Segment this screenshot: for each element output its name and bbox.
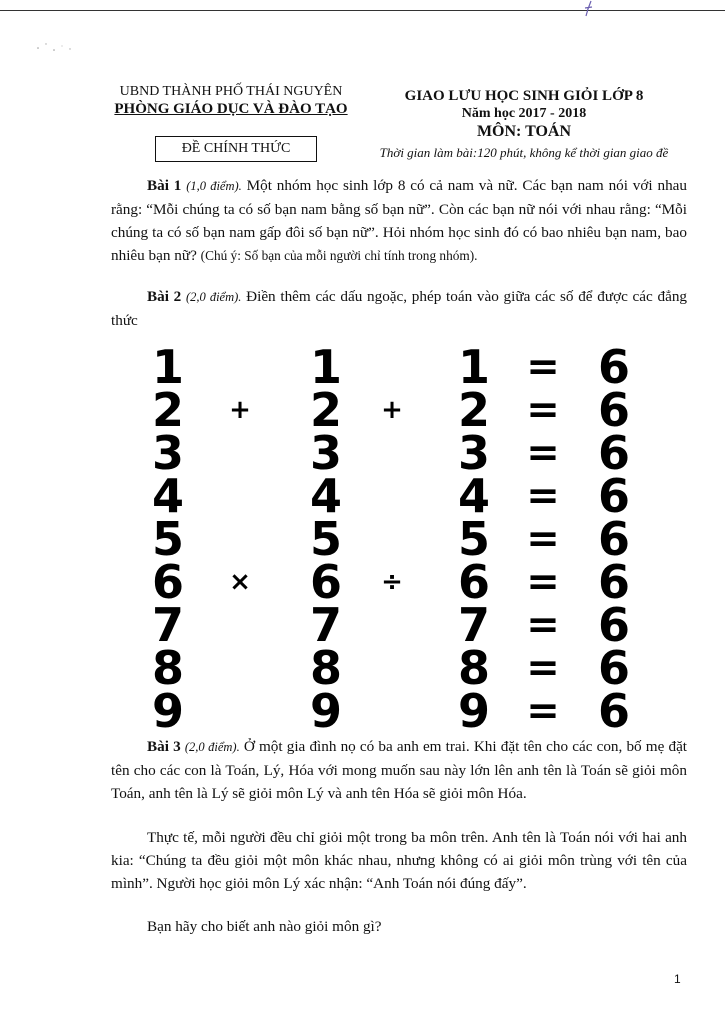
equals-sign: = [526, 688, 560, 730]
digit-c: 3 [457, 426, 491, 480]
digit-c: 7 [457, 598, 491, 652]
digit-b: 4 [309, 469, 343, 523]
digit-b: 9 [309, 684, 343, 730]
digit-b: 6 [309, 555, 343, 609]
result-6: 6 [597, 512, 631, 566]
operator-2: + [381, 395, 403, 425]
result-6: 6 [597, 383, 631, 437]
subject-title: MÔN: TOÁN [476, 123, 572, 140]
digit-a: 1 [151, 340, 185, 394]
equation-row-6 [152, 555, 630, 609]
operator-1: × [229, 567, 251, 597]
school-year: Năm học 2017 - 2018 [461, 106, 587, 121]
digit-c: 5 [457, 512, 491, 566]
equation-row-8 [152, 641, 630, 695]
equation-row-9 [152, 684, 630, 730]
problem-2-text: Điền thêm các dấu ngoặc, phép toán vào giữa các số để được các đẳng thức [111, 288, 688, 329]
official-label-box: ĐỀ CHÍNH THỨC [155, 136, 317, 162]
agency-name: UBND THÀNH PHỐ THÁI NGUYÊN [119, 84, 343, 99]
time-note: Thời gian làm bài:120 phút, không kể thời gian giao đề [379, 145, 669, 160]
digit-b: 2 [309, 383, 343, 437]
problem-3-label: Bài 3 [147, 738, 181, 755]
equation-row-4 [152, 469, 630, 523]
problem-3-points: (2,0 điểm). [184, 740, 240, 754]
equals-sign: = [526, 430, 560, 476]
result-6: 6 [597, 340, 631, 394]
problem-2-label: Bài 2 [147, 288, 182, 305]
digit-c: 8 [457, 641, 491, 695]
problem-3-question: Bạn hãy cho biết anh nào giỏi môn gì? [147, 918, 382, 935]
problem-1-label: Bài 1 [147, 177, 182, 194]
problem-1-points: (1,0 điểm). [186, 179, 242, 193]
digit-c: 9 [457, 684, 491, 730]
equals-sign: = [526, 344, 560, 390]
contest-title: GIAO LƯU HỌC SINH GIỎI LỚP 8 [404, 88, 644, 104]
problem-3-paragraph-2: Thực tế, mỗi người đều chỉ giỏi một trong ba môn trên. Anh tên là Toán nói với hai anh kia: “Chúng ta đều giỏi một môn khác nhau, nhưng không có ai giỏi môn trùng với tên của mình”. Người học giỏi môn Lý xác nhận: “Anh Toán nói đúng đấy”. [111, 829, 687, 892]
digit-b: 1 [309, 340, 343, 394]
operator-1: + [229, 395, 251, 425]
digit-a: 2 [151, 383, 185, 437]
result-6: 6 [597, 641, 631, 695]
digit-a: 7 [151, 598, 185, 652]
equals-sign: = [526, 559, 560, 605]
equals-sign: = [526, 645, 560, 691]
result-6: 6 [597, 426, 631, 480]
operator-2: ÷ [381, 567, 403, 597]
equation-row-2 [152, 383, 630, 437]
digit-b: 5 [309, 512, 343, 566]
page-number: 1 [674, 972, 681, 986]
problem-1-text: Một nhóm học sinh lớp 8 có cả nam và nữ. Các bạn nam nói với nhau rằng: “Mỗi chúng ta có số bạn nam bằng số bạn nữ”. Còn các bạn nữ nói với nhau rằng: “Mỗi chúng ta có số bạn nam gấp đôi số bạn nữ”. Hỏi nhóm học sinh đó có bao nhiêu bạn nam, bao nhiêu bạn nữ? [111, 177, 688, 264]
problem-3-paragraph-1: Ở một gia đình nọ có ba anh em trai. Khi đặt tên cho các con, bố mẹ đặt tên cho các con là Toán, Lý, Hóa với mong muốn sau này lớn lên anh tên là Toán sẽ giỏi môn Toán, anh tên là Lý sẽ giỏi môn Lý và anh tên Hóa sẽ giỏi môn Hóa. [111, 738, 688, 802]
equals-sign: = [526, 602, 560, 648]
digit-c: 4 [457, 469, 491, 523]
digit-a: 6 [151, 555, 185, 609]
equation-row-1 [152, 340, 630, 394]
digit-a: 9 [151, 684, 185, 730]
digit-b: 3 [309, 426, 343, 480]
result-6: 6 [597, 684, 631, 730]
result-6: 6 [597, 598, 631, 652]
problem-2-points: (2,0 điểm). [185, 290, 242, 304]
problem-3 [111, 735, 687, 805]
digit-a: 4 [151, 469, 185, 523]
equals-sign: = [526, 473, 560, 519]
equals-sign: = [526, 387, 560, 433]
digit-a: 8 [151, 641, 185, 695]
digit-b: 8 [309, 641, 343, 695]
equation-row-5 [152, 512, 630, 566]
digit-c: 6 [457, 555, 491, 609]
result-6: 6 [597, 555, 631, 609]
digit-b: 7 [309, 598, 343, 652]
department-name: PHÒNG GIÁO DỤC VÀ ĐÀO TẠO [114, 101, 348, 117]
digit-a: 5 [151, 512, 185, 566]
result-6: 6 [597, 469, 631, 523]
digit-c: 1 [457, 340, 491, 394]
problem-1-note: (Chú ý: Số bạn của mỗi người chỉ tính trong nhóm). [200, 248, 478, 263]
equation-row-7 [152, 598, 630, 652]
equals-sign: = [526, 516, 560, 562]
equation-row-3 [152, 426, 630, 480]
digit-c: 2 [457, 383, 491, 437]
digit-a: 3 [151, 426, 185, 480]
